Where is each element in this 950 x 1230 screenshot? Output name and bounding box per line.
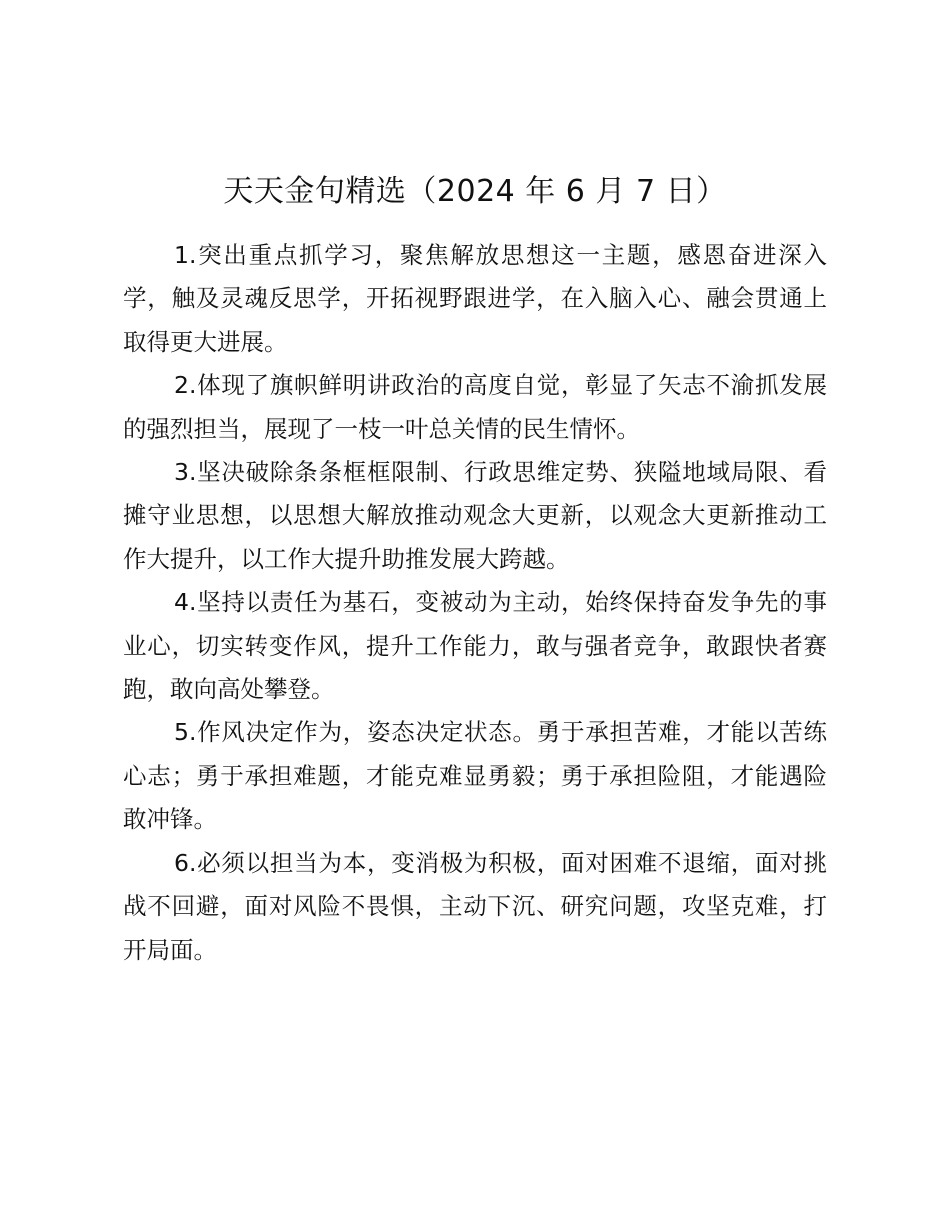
document-title: 天天金句精选（2024 年 6 月 7 日） <box>223 174 727 209</box>
document-body <box>123 234 827 972</box>
paragraph-5: 5.作风决定作为，姿态决定状态。勇于承担苦难，才能以苦练心志；勇于承担难题，才能克难显勇毅；勇于承担险阻，才能遇险敢冲锋。 <box>123 718 827 834</box>
paragraph-1: 1.突出重点抓学习，聚焦解放思想这一主题，感恩奋进深入学，触及灵魂反思学，开拓视野跟进学，在入脑入心、融会贯通上取得更大进展。 <box>123 241 827 356</box>
paragraph-3: 3.坚决破除条条框框限制、行政思维定势、狭隘地域局限、看摊守业思想，以思想大解放推动观念大更新，以观念大更新推动工作大提升，以工作大提升助推发展大跨越。 <box>123 458 827 573</box>
paragraph-6: 6.必须以担当为本，变消极为积极，面对困难不退缩，面对挑战不回避，面对风险不畏惧，主动下沉、研究问题，攻坚克难，打开局面。 <box>123 848 827 964</box>
paragraph-4: 4.坚持以责任为基石，变被动为主动，始终保持奋发争先的事业心，切实转变作风，提升工作能力，敢与强者竞争，敢跟快者赛跑，敢向高处攀登。 <box>123 588 827 704</box>
paragraph-2: 2.体现了旗帜鲜明讲政治的高度自觉，彰显了矢志不渝抓发展的强烈担当，展现了一枝一叶总关情的民生情怀。 <box>123 371 827 443</box>
